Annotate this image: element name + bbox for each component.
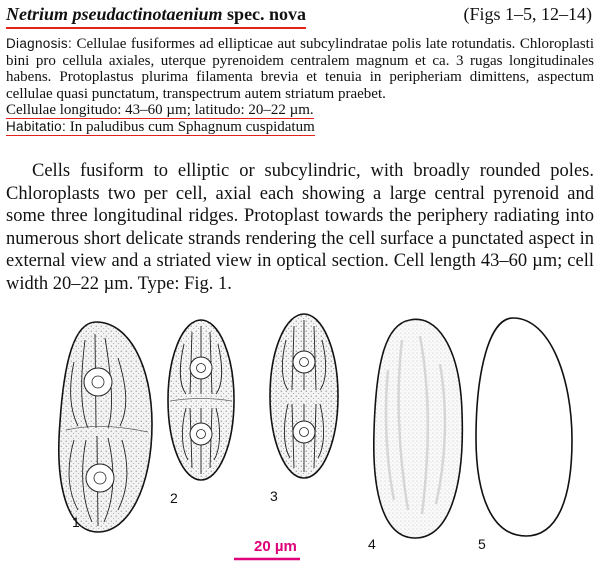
latin-diagnosis [6,36,594,135]
figure-plate [0,300,600,587]
cell-figure-2 [165,318,237,484]
species-title [6,4,306,29]
figure-label-5: 5 [478,536,486,552]
english-text: Cells fusiform to elliptic or subcylindric, with broadly rounded poles. Chloroplasts two per cell, axial each showing a large central pyrenoid and some three longitudinal ridges. Protoplast towards the periphery radiating into numerous short delicate strands rendering the cell surface a punctated aspect in external view and a striated view in optical section. Cell length 43–60 µm; cell width 20–22 µm. Type: Fig. 1. [6,161,594,294]
header [6,4,594,28]
genus-name: Netrium [6,4,69,24]
species-epithet: pseudactinotaenium [68,4,223,24]
english-description [6,160,594,295]
figure-reference: (Figs 1–5, 12–14) [463,4,592,24]
figure-drawings [0,300,600,587]
habitatio-text: In paludibus cum Sphagnum cuspidatum [69,118,315,135]
diagnosis-text: Cellulae fusiformes ad ellipticae aut subcylindratae polis late rotundatis. Chloroplasti bini pro cellula axiales, uterque pyrenoidem centralem magnum et ca. 3 rugas longitudinales habens. Protoplastus plurima filamenta brevia et tenuia in peripheriam dimittens, aspectum cellulae quasi punctatum, transpectrum autem striatum praebet. [6,36,594,102]
species-status: spec. nova [222,4,307,24]
figure-label-4: 4 [368,536,376,552]
measurements: Cellulae longitudo: 43–60 µm; latitudo: 20–22 µm. [6,102,314,118]
figure-label-2: 2 [170,490,178,506]
cell-figure-1 [50,320,160,535]
cell-figure-3 [268,312,342,482]
diagnosis-label: Diagnosis: [6,36,73,51]
cell-figure-5 [476,318,572,536]
figure-label-3: 3 [270,488,278,504]
habitatio-label: Habitatio: [6,118,67,134]
scale-bar-label: 20 µm [254,538,297,555]
cell-figure-4 [370,314,466,542]
figure-label-1: 1 [72,514,80,530]
